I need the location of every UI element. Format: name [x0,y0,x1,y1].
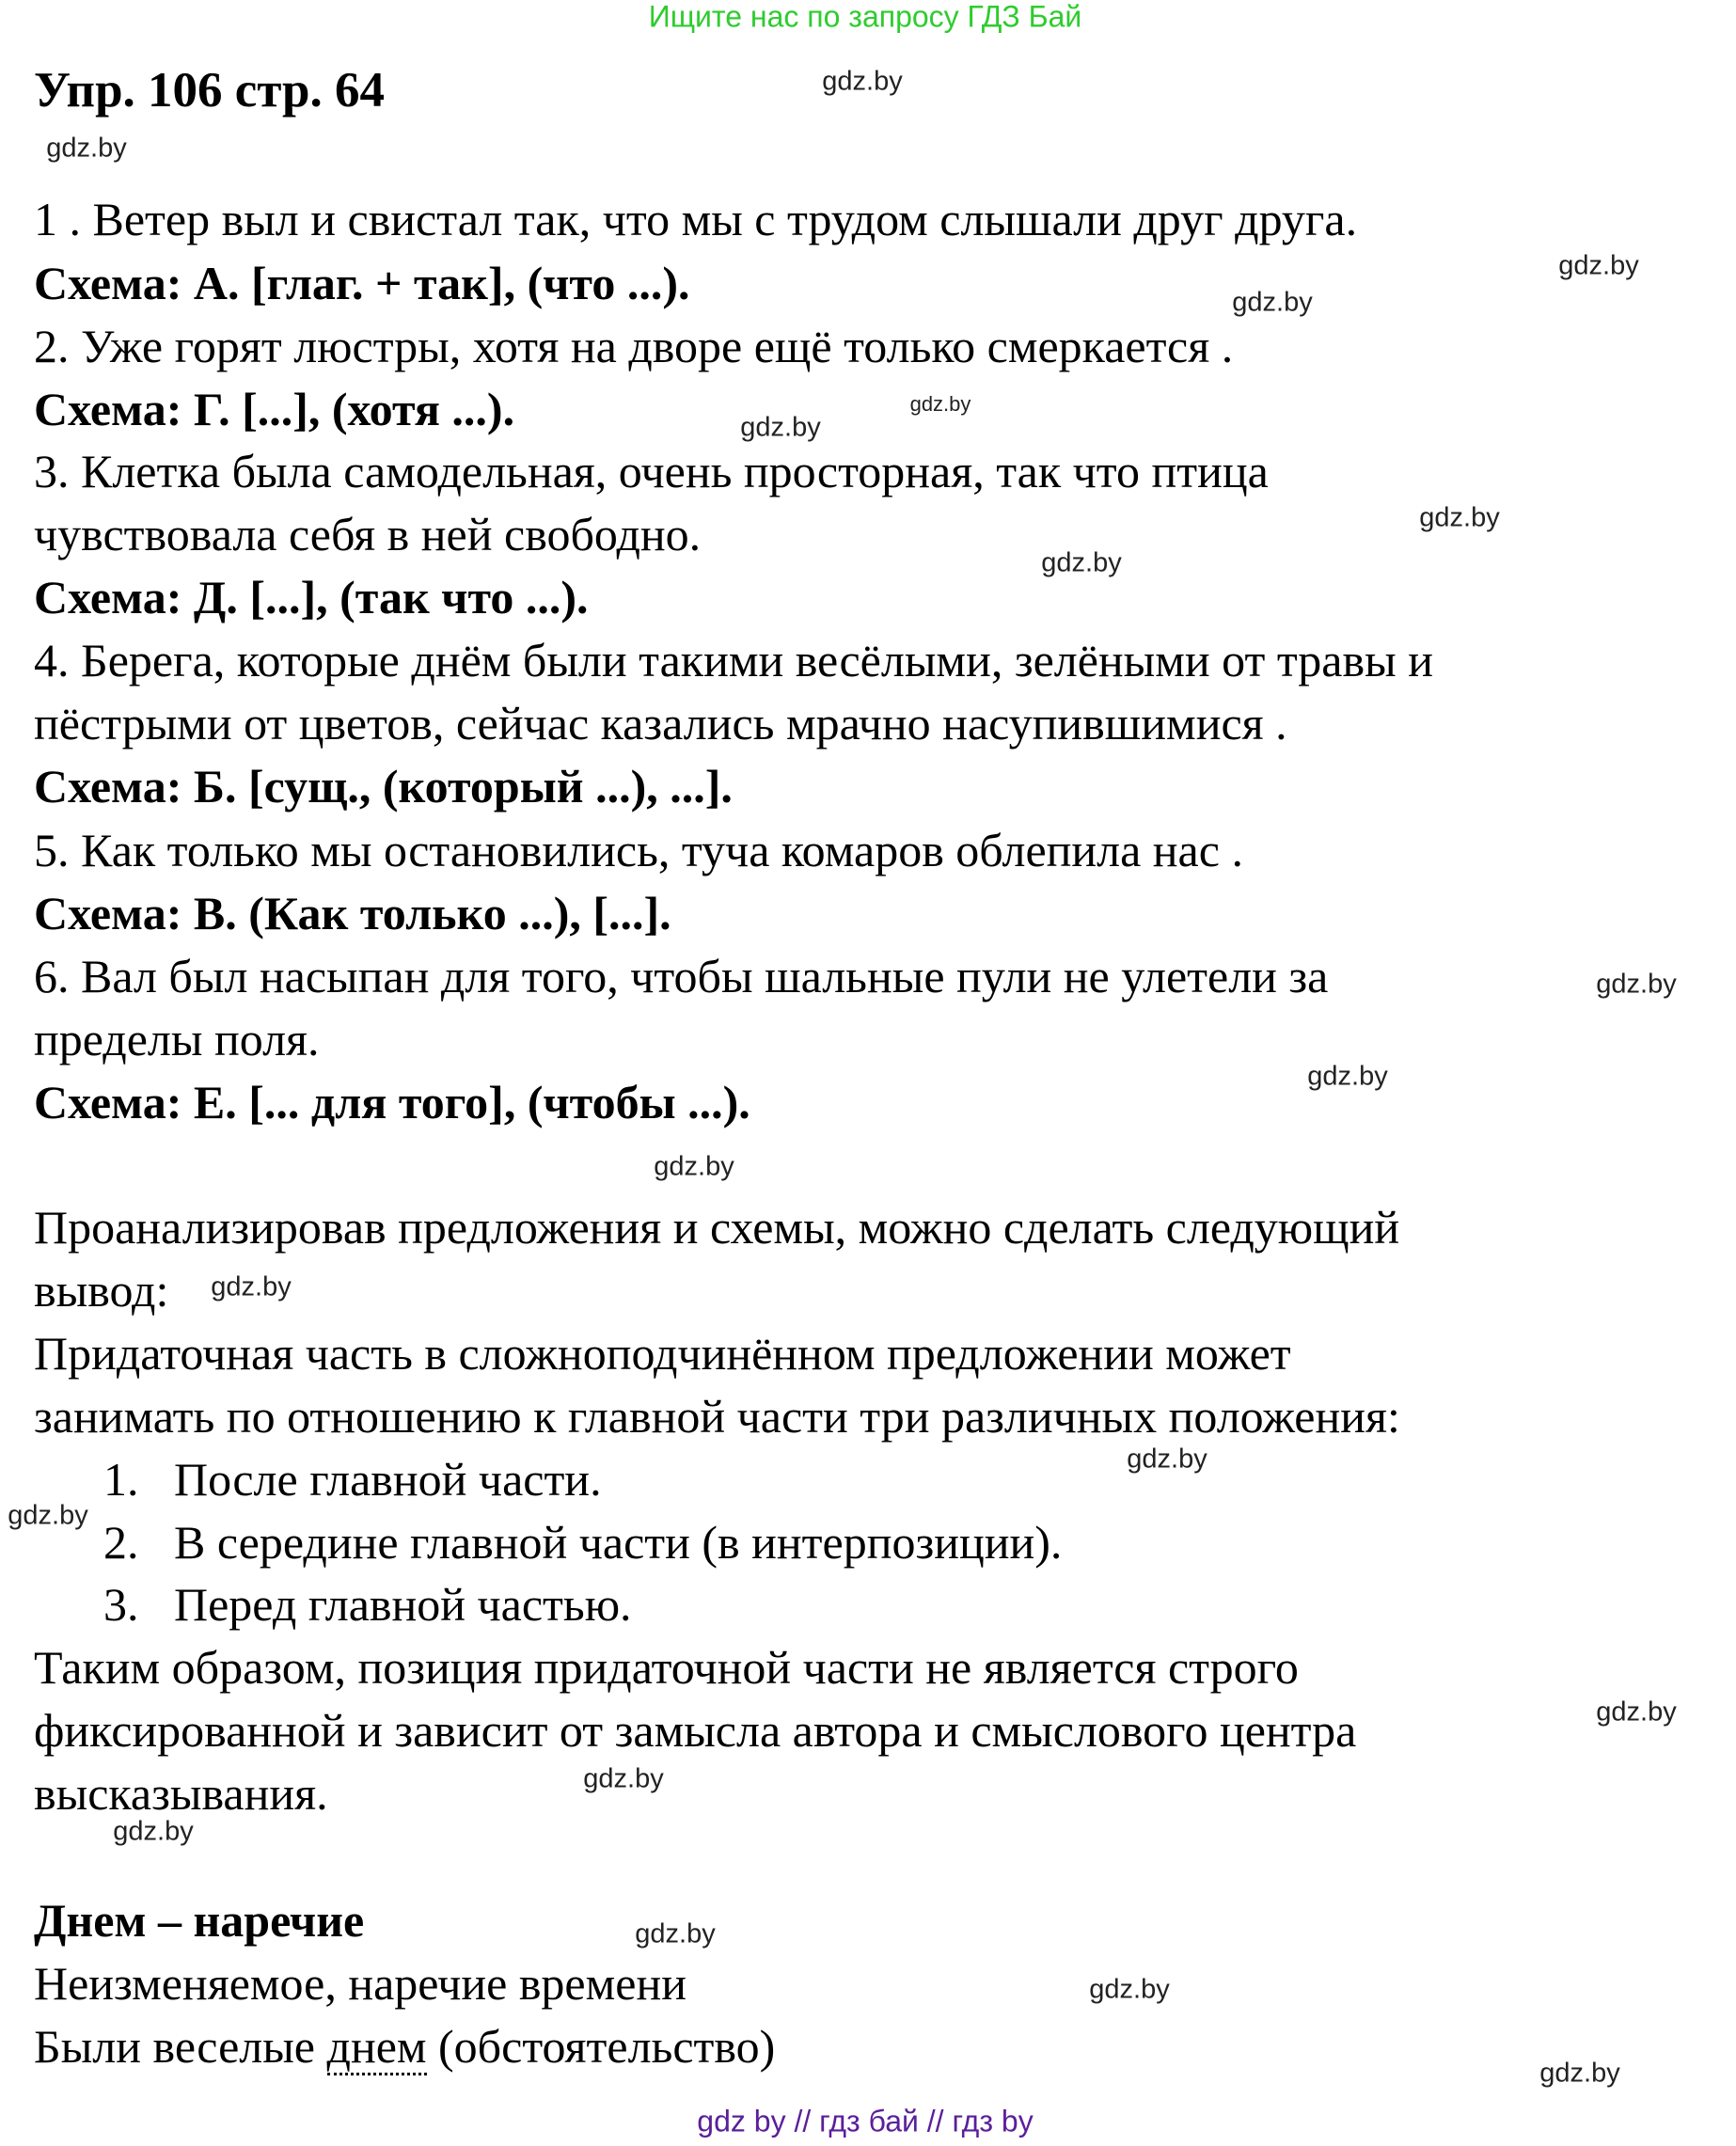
watermark: gdz.by [822,66,903,97]
watermark: gdz.by [654,1151,734,1182]
watermark: gdz.by [211,1271,292,1302]
text-line: Таким образом, позиция придаточной части не является строго [34,1641,1299,1695]
scheme-line: Схема: А. [глаг. + так], (что ...). [34,256,690,309]
text-line: пёстрыми от цветов, сейчас казались мрачно насупившимися . [34,696,1287,750]
watermark: gdz.by [1539,2058,1620,2089]
watermark: gdz.by [8,1500,88,1531]
watermark: gdz.by [1558,250,1639,281]
watermark: gdz.by [1089,1974,1170,2005]
text-line: Неизменяемое, наречие времени [34,1957,687,2011]
list-item: В середине главной части (в интерпозиции). [174,1515,1063,1569]
page-title: Упр. 106 стр. 64 [34,63,385,118]
scheme-line: Схема: В. (Как только ...), [...]. [34,886,671,939]
watermark: gdz.by [1041,547,1122,578]
watermark: gdz.by [1596,969,1677,1000]
watermark: gdz.by [113,1816,194,1847]
scheme-line: Днем – наречие [34,1894,365,1948]
list-item: Перед главной частью. [174,1578,632,1632]
list-number: 2. [103,1515,139,1569]
text-line: высказывания. [34,1766,328,1820]
text-line: 5. Как только мы остановились, туча комаров облепила нас . [34,824,1243,877]
list-number: 3. [103,1578,139,1632]
top-banner[interactable]: Ищите нас по запросу ГДЗ Бай [648,0,1082,34]
text-line: Придаточная часть в сложноподчинённом предложении может [34,1326,1291,1380]
watermark: gdz.by [1307,1061,1388,1092]
text-line: 3. Клетка была самодельная, очень просторная, так что птица [34,445,1269,498]
watermark: gdz.by [635,1918,716,1949]
watermark: gdz.by [740,412,821,443]
scheme-line: Схема: Е. [... для того], (чтобы ...). [34,1075,750,1128]
watermark: gdz.by [1232,287,1313,318]
footer-links[interactable]: gdz by // гдз бай // гдз by [697,2104,1034,2138]
last-line-after: (обстоятельство) [426,2020,776,2073]
last-line-before: Были веселые [34,2020,327,2073]
list-number: 1. [103,1452,139,1506]
text-line: пределы поля. [34,1012,320,1065]
scheme-line: Схема: Б. [сущ., (который ...), ...]. [34,759,733,813]
watermark: gdz.by [909,392,971,416]
scheme-line: Схема: Д. [...], (так что ...). [34,571,589,624]
text-line: Проанализировав предложения и схемы, можно сделать следующий [34,1201,1400,1254]
text-line: 4. Берега, которые днём были такими весёлыми, зелёными от травы и [34,634,1433,687]
watermark: gdz.by [583,1763,664,1794]
text-line: 6. Вал был насыпан для того, чтобы шальные пули не улетели за [34,949,1329,1002]
last-line [34,2019,775,2074]
text-line: занимать по отношению к главной части три различных положения: [34,1389,1400,1443]
text-line: 2. Уже горят люстры, хотя на дворе ещё только смеркается . [34,319,1234,372]
list-item: После главной части. [174,1452,602,1506]
underlined-word: днем [327,2020,427,2075]
watermark: gdz.by [46,133,127,164]
watermark: gdz.by [1596,1696,1677,1728]
text-line: вывод: [34,1264,169,1318]
text-line: фиксированной и зависит от замысла автора и смыслового центра [34,1704,1357,1758]
watermark: gdz.by [1127,1444,1207,1475]
text-line: 1 . Ветер выл и свистал так, что мы с трудом слышали друг друга. [34,192,1358,245]
watermark: gdz.by [1419,502,1500,533]
scheme-line: Схема: Г. [...], (хотя ...). [34,382,515,435]
text-line: чувствовала себя в ней свободно. [34,508,702,561]
